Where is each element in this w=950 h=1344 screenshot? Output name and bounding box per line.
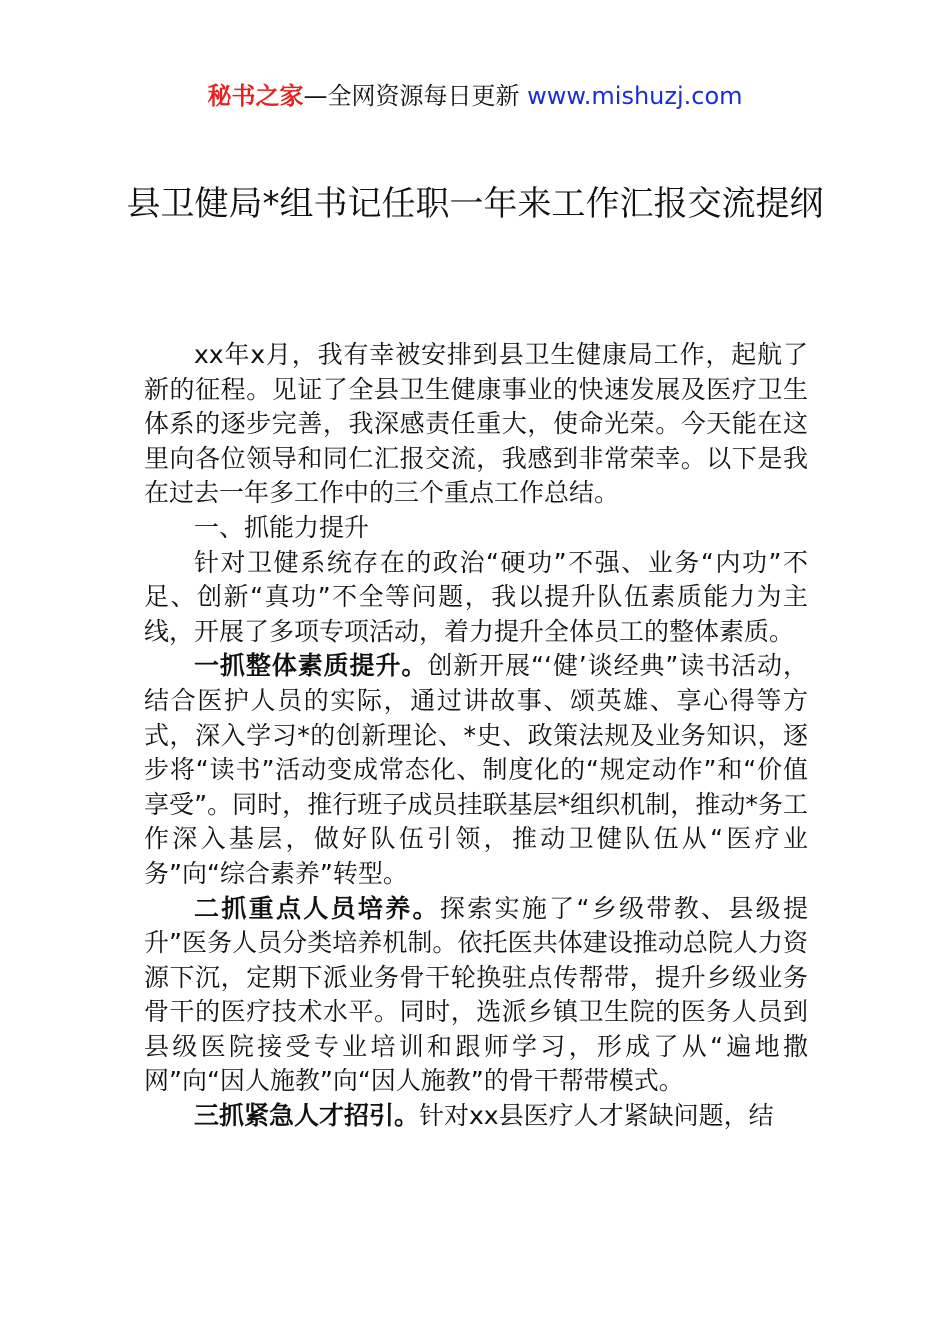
site-header xyxy=(0,78,950,114)
header-tagline: —全网资源每日更新 xyxy=(303,82,528,110)
paragraph-text: 针对xx县医疗人才紧缺问题，结 xyxy=(419,1101,774,1131)
site-link[interactable]: www.mishuzj.com xyxy=(527,82,743,110)
paragraph-lead: 一抓整体素质提升。 xyxy=(194,651,428,681)
paragraph-text: 探索实施了“乡级带教、县级提升”医务人员分类培养机制。依托医共体建设推动总院人力资源下沉，定期下派业务骨干轮换驻点传帮带，提升乡级业务骨干的医疗技术水平。同时，选派乡镇卫生院的医务人员到县级医院接受专业培训和跟师学习，形成了从“遍地撒网”向“因人施教”向“因人施教”的骨干帮带模式。 xyxy=(144,893,808,1096)
paragraph-text: 一、抓能力提升 xyxy=(194,512,370,542)
paragraph-point-3 xyxy=(144,1099,808,1134)
paragraph-lead: 二抓重点人员培养。 xyxy=(194,893,440,923)
paragraph-text: 针对卫健系统存在的政治“硬功”不强、业务“内功”不足、创新“真功”不全等问题，我以提升队伍素质能力为主线，开展了多项专项活动，着力提升全体员工的整体素质。 xyxy=(144,547,808,646)
paragraph-text: xx年x月，我有幸被安排到县卫生健康局工作，起航了新的征程。见证了全县卫生健康事业的快速发展及医疗卫生体系的逐步完善，我深感责任重大，使命光荣。今天能在这里向各位领导和同仁汇报交流，我感到非常荣幸。以下是我在过去一年多工作中的三个重点工作总结。 xyxy=(144,340,808,508)
section-heading-1 xyxy=(144,511,808,546)
paragraph-intro xyxy=(144,338,808,511)
brand-name: 秘书之家 xyxy=(207,82,304,110)
document-body xyxy=(144,338,808,1134)
document-title: 县卫健局*组书记任职一年来工作汇报交流提纲 xyxy=(126,184,824,224)
paragraph-overview xyxy=(144,546,808,650)
paragraph-point-2 xyxy=(144,892,808,1100)
paragraph-lead: 三抓紧急人才招引。 xyxy=(194,1101,420,1131)
paragraph-text: 创新开展“‘健’谈经典”读书活动，结合医护人员的实际，通过讲故事、颂英雄、享心得等方式，深入学习*的创新理论、*史、政策法规及业务知识，逐步将“读书”活动变成常态化、制度化的“规定动作”和“价值享受”。同时，推行班子成员挂联基层*组织机制，推动*务工作深入基层，做好队伍引领，推动卫健队伍从“医疗业务”向“综合素养”转型。 xyxy=(144,651,808,888)
paragraph-point-1 xyxy=(144,649,808,891)
